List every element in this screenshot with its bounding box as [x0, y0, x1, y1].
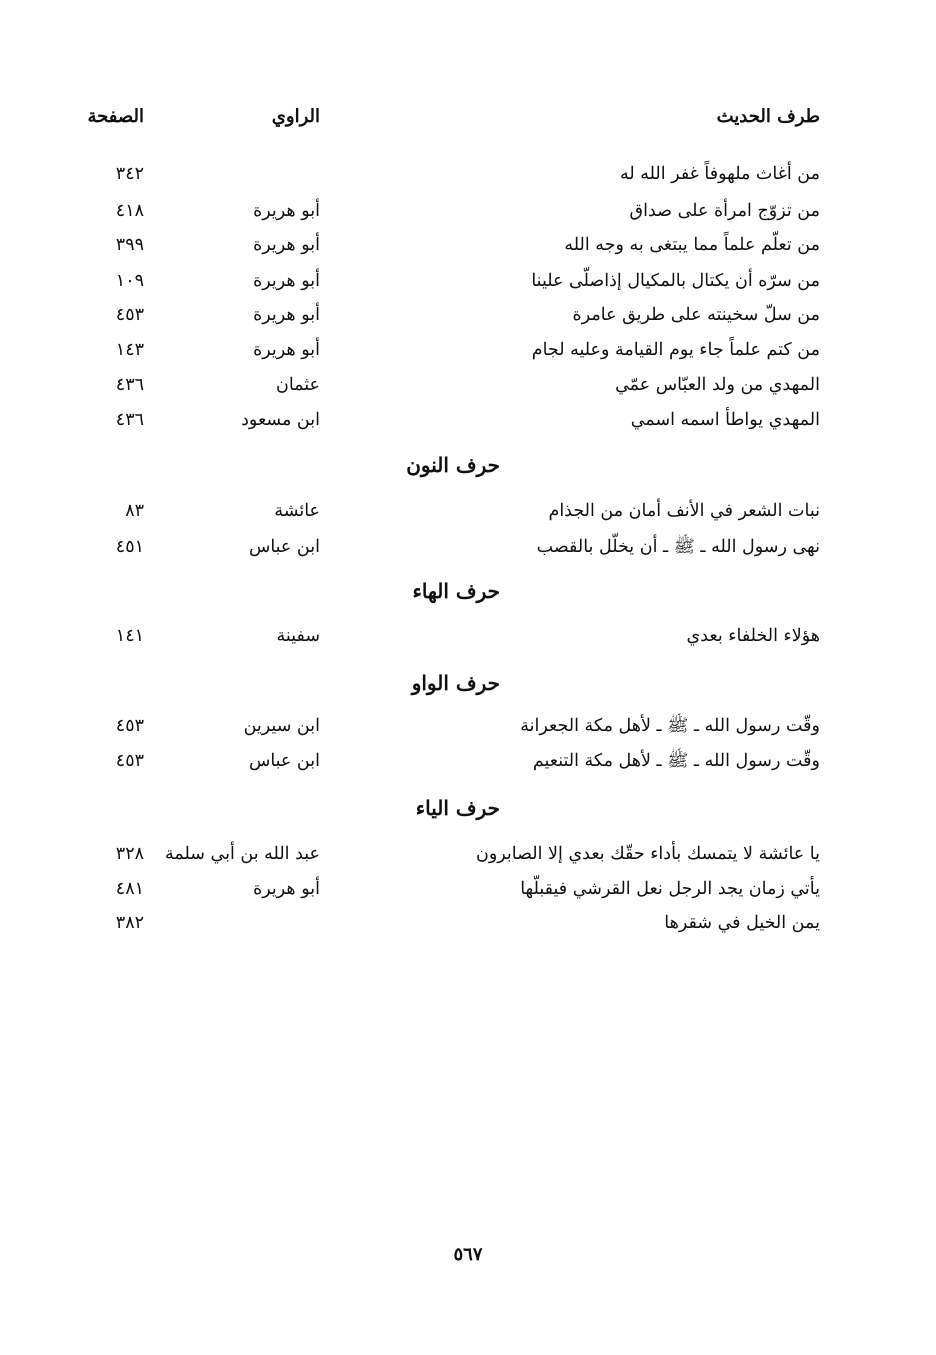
page-ref: ٤٣٦ — [115, 375, 144, 395]
hadith-text: من أغاث ملهوفاً غفر الله له — [619, 164, 820, 184]
table-row — [0, 228, 936, 262]
page-ref: ٤٥٣ — [115, 716, 144, 736]
page-number: ٥٦٧ — [453, 1244, 483, 1265]
header-narrator: الراوي — [271, 106, 320, 127]
page-ref: ١٤١ — [115, 626, 144, 646]
page-ref: ٣٢٨ — [115, 844, 144, 864]
header-hadith-text: طرف الحديث — [716, 106, 820, 127]
hadith-text: وقّت رسول الله ـ ﷺ ـ لأهل مكة التنعيم — [532, 751, 820, 771]
hadith-text: وقّت رسول الله ـ ﷺ ـ لأهل مكة الجعرانة — [520, 716, 820, 736]
page-ref: ٤٣٦ — [115, 410, 144, 430]
narrator: عائشة — [274, 501, 320, 521]
page-ref: ٤٥٣ — [115, 751, 144, 771]
hadith-text: نهى رسول الله ـ ﷺ ـ أن يخلّل بالقصب — [536, 537, 820, 557]
page-ref: ٣٨٢ — [115, 913, 144, 933]
table-header — [0, 100, 936, 134]
narrator: ابن مسعود — [241, 410, 320, 430]
page-ref: ٤٥٣ — [115, 305, 144, 325]
narrator: أبو هريرة — [253, 271, 320, 291]
table-row — [0, 619, 936, 653]
narrator: عثمان — [275, 375, 320, 395]
page-ref: ٨٣ — [125, 501, 144, 521]
narrator: أبو هريرة — [253, 340, 320, 360]
narrator: أبو هريرة — [253, 235, 320, 255]
page-ref: ١٠٩ — [115, 271, 144, 291]
header-page: الصفحة — [87, 106, 144, 127]
hadith-text: من تعلّم علماً مما يبتغى به وجه الله — [564, 235, 820, 255]
page-ref: ٣٩٩ — [115, 235, 144, 255]
hadith-text: نبات الشعر في الأنف أمان من الجذام — [548, 501, 820, 521]
table-row — [0, 837, 936, 871]
hadith-text: يمن الخيل في شقرها — [664, 913, 820, 933]
table-row — [0, 494, 936, 528]
hadith-text: هؤلاء الخلفاء بعدي — [686, 626, 820, 646]
section-title: حرف الواو — [411, 671, 500, 695]
section-heading-waw — [0, 663, 936, 703]
hadith-text: يأتي زمان يجد الرجل نعل القرشي فيقبلّها — [520, 879, 820, 899]
table-row — [0, 298, 936, 332]
section-heading-ya — [0, 788, 936, 828]
table-row — [0, 157, 936, 191]
narrator: ابن عباس — [248, 751, 320, 771]
hadith-text: من سلّ سخينته على طريق عامرة — [572, 305, 820, 325]
table-row — [0, 530, 936, 564]
narrator: ابن سيرين — [243, 716, 320, 736]
hadith-text: من تزوّج امرأة على صداق — [629, 201, 820, 221]
table-row — [0, 906, 936, 940]
table-row — [0, 872, 936, 906]
section-title: حرف الياء — [415, 796, 500, 820]
table-row — [0, 709, 936, 743]
narrator: عبد الله بن أبي سلمة — [165, 844, 320, 864]
hadith-text: المهدي يواطأ اسمه اسمي — [630, 410, 820, 430]
narrator: أبو هريرة — [253, 879, 320, 899]
table-row — [0, 264, 936, 298]
narrator: أبو هريرة — [253, 305, 320, 325]
page-ref: ١٤٣ — [115, 340, 144, 360]
page-ref: ٤٥١ — [115, 537, 144, 557]
page-ref: ٤٨١ — [115, 879, 144, 899]
table-row — [0, 403, 936, 437]
section-heading-nun — [0, 445, 936, 485]
table-row — [0, 194, 936, 228]
table-row — [0, 368, 936, 402]
page-ref: ٣٤٢ — [115, 164, 144, 184]
section-title: حرف النون — [406, 453, 500, 477]
table-row — [0, 333, 936, 367]
section-heading-ha — [0, 571, 936, 611]
hadith-text: المهدي من ولد العبّاس عمّي — [615, 375, 820, 395]
section-title: حرف الهاء — [412, 579, 500, 603]
hadith-text: من سرّه أن يكتال بالمكيال إذاصلّى علينا — [531, 271, 820, 291]
narrator: سفينة — [276, 626, 320, 646]
narrator: ابن عباس — [248, 537, 320, 557]
page-ref: ٤١٨ — [115, 201, 144, 221]
table-row — [0, 744, 936, 778]
narrator: أبو هريرة — [253, 201, 320, 221]
hadith-text: من كتم علماً جاء يوم القيامة وعليه لجام — [531, 340, 820, 360]
hadith-text: يا عائشة لا يتمسك بأداء حقّك بعدي إلا الصابرون — [475, 844, 820, 864]
